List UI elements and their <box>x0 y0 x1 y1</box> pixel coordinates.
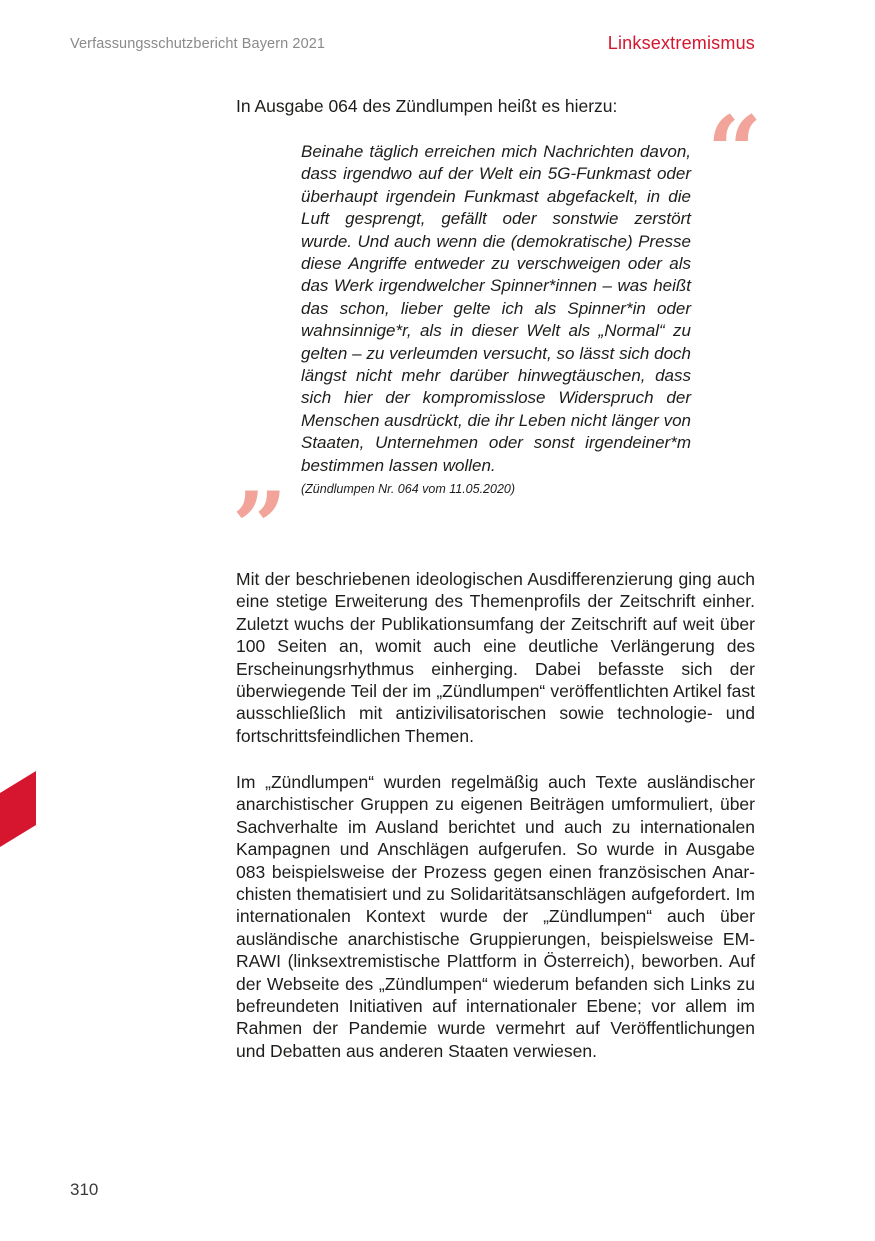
body-paragraph-1: Mit der beschriebenen ideologischen Ausdifferenzierung ging auch eine stetige Erweiterung des Themenprofils der Zeitschrift einher. Zuletzt wuchs der Publikationsumfang der Zeitschrift auf weit über 100 Seiten an, womit auch eine deutliche Verlängerung des Erscheinungsrhythmus einherging. Dabei befasste sich der überwiegende Teil der im „Zündlumpen“ veröffentlichten Artikel fast ausschließlich mit antizivilisatorischen sowie technologie- und fortschrittsfeindlichen Themen. <box>236 569 755 746</box>
block-quote <box>301 141 691 497</box>
running-header-title: Verfassungsschutzbericht Bayern 2021 <box>70 36 326 52</box>
quote-text: Beinahe täglich erreichen mich Nachrichten davon, dass irgendwo auf der Welt ein 5G-Funkmast oder überhaupt irgendein Funkmast abgefackelt, in die Luft gesprengt, gefällt oder sonstwie zerstört wurde. Und auch wenn die (demokratische) Presse diese Angriffe entweder zu verschweigen oder als das Werk irgendwelcher Spinner*innen – was heißt das schon, lieber gelte ich als Spinner*in oder wahnsinnige*r, als in dieser Welt als „Normal“ zu gelten – zu verleumden versucht, so lässt sich doch längst nicht mehr darüber hinwegtäuschen, dass sich hier der kompromisslose Widerspruch der Menschen ausdrückt, die ihr Leben nicht länger von Staaten, Unternehmen oder sonst irgendeiner*m bestimmen lassen wollen. <box>301 142 691 475</box>
running-header-section: Linksextremismus <box>607 33 755 53</box>
intro-sentence: In Ausgabe 064 des Zündlumpen heißt es hierzu: <box>236 96 618 116</box>
page-number: 310 <box>70 1180 99 1199</box>
opening-quote-mark-icon: “ <box>707 95 763 208</box>
closing-quote-mark-icon: ” <box>232 471 288 584</box>
body-paragraph-2: Im „Zündlumpen“ wurden regelmäßig auch Texte ausländischer anarchistischer Gruppen zu eigenen Beiträgen umformuliert, über Sachverhalte im Ausland berichtet und auch zu internationalen Kampagnen und Anschlägen aufgerufen. So wurde in Ausgabe 083 beispielsweise der Prozess gegen einen französischen Anarchisten thematisiert und zu Solidaritätsanschlägen aufgefordert. Im internationalen Kontext wurde der „Zündlumpen“ auch über ausländische anarchistische Gruppierungen, beispielsweise EMRAWI (linksextremistische Plattform in Österreich), beworben. Auf der Webseite des „Zündlumpen“ wiederum befanden sich Links zu befreundeten Initiativen auf internationaler Ebene; vor allem im Rahmen der Pandemie wurde vermehrt auf Veröffentlichungen und Debatten aus anderen Staaten verwiesen. <box>236 772 755 1061</box>
chapter-marker-icon <box>0 771 36 847</box>
quote-source: (Zündlumpen Nr. 064 vom 11.05.2020) <box>301 482 516 497</box>
